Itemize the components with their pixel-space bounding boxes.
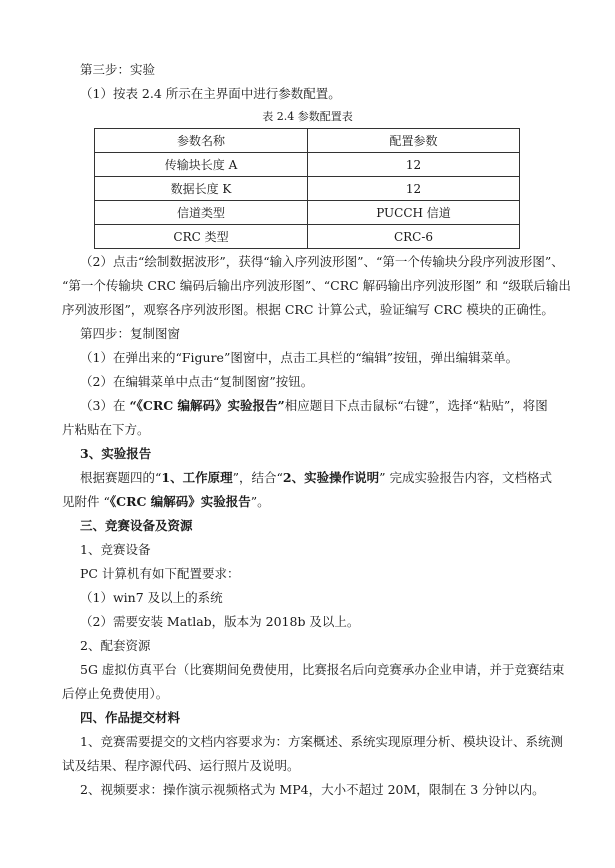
table-cell: 信道类型 — [95, 201, 308, 225]
bold-ref: 2、实验操作说明 — [282, 470, 380, 485]
table-header-cell: 配置参数 — [308, 129, 520, 153]
part3-req2: （2）需要安装 Matlab，版本为 2018b 及以上。 — [80, 614, 360, 629]
step4-item3-line2: 片粘贴在下方。 — [62, 422, 150, 437]
report-title-bold: “《CRC 编解码》实验报告” — [129, 398, 285, 413]
para-text: 根据赛题四的“ — [80, 470, 162, 485]
part4-para1-line2: 试及结果、程序源代码、运行照片及说明。 — [62, 758, 300, 773]
section3-para-line2 — [62, 494, 270, 510]
bold-ref: 《CRC 编解码》实验报告 — [109, 494, 251, 509]
table-cell: CRC 类型 — [95, 225, 308, 249]
part4-para1-line1: 1、竞赛需要提交的文档内容要求为：方案概述、系统实现原理分析、模块设计、系统测 — [80, 734, 563, 749]
step4-item1: （1）在弹出来的“Figure”图窗中，点击工具栏的“编辑”按钮，弹出编辑菜单。 — [80, 350, 519, 365]
parameter-table — [94, 128, 520, 249]
part3-resource-line1: 5G 虚拟仿真平台（比赛期间免费使用，比赛报名后向竞赛承办企业申请，并于竞赛结束 — [80, 662, 565, 677]
part3-pc-requirements: PC 计算机有如下配置要求： — [80, 566, 240, 581]
section3-para-line1 — [80, 470, 552, 486]
step3-item1: （1）按表 2.4 所示在主界面中进行参数配置。 — [80, 86, 341, 101]
table-cell: 传输块长度 A — [95, 153, 308, 177]
table-cell: PUCCH 信道 — [308, 201, 520, 225]
part3-sub2: 2、配套资源 — [80, 638, 151, 653]
para-text: ”。 — [250, 494, 270, 509]
table-row — [95, 225, 520, 249]
table-header-row — [95, 129, 520, 153]
step3-heading: 第三步：实验 — [80, 62, 156, 77]
part3-resource-line2: 后停止免费使用）。 — [62, 686, 169, 701]
table-cell: CRC-6 — [308, 225, 520, 249]
step3-item2-line2: “第一个传输块 CRC 编码后输出序列波形图”、“CRC 解码输出序列波形图” 和 “级联后输出 — [62, 278, 571, 293]
table-cell: 12 — [308, 177, 520, 201]
part3-sub1: 1、竞赛设备 — [80, 542, 151, 557]
section3-heading: 3、实验报告 — [80, 446, 152, 461]
step3-item2-line3: 序列波形图”，观察各序列波形图。根据 CRC 计算公式，验证编写 CRC 模块的正确性。 — [62, 302, 554, 317]
part4-para2: 2、视频要求：操作演示视频格式为 MP4，大小不超过 20M，限制在 3 分钟以内。 — [80, 782, 545, 797]
part4-heading: 四、作品提交材料 — [80, 710, 181, 725]
table-row — [95, 201, 520, 225]
table-cell: 12 — [308, 153, 520, 177]
table-row — [95, 153, 520, 177]
table-cell: 数据长度 K — [95, 177, 308, 201]
table-caption: 表 2.4 参数配置表 — [262, 110, 353, 123]
table-header-cell: 参数名称 — [95, 129, 308, 153]
bold-ref: 1、工作原理 — [161, 470, 233, 485]
para-text: ” 完成实验报告内容，文档格式 — [379, 470, 552, 485]
step4-item2: （2）在编辑菜单中点击“复制图窗”按钮。 — [80, 374, 314, 389]
table-row — [95, 177, 520, 201]
part3-req1: （1）win7 及以上的系统 — [80, 590, 223, 605]
para-text: 见附件 “ — [62, 494, 110, 509]
step4-item3-text: 相应题目下点击鼠标“右键”，选择“粘贴”，将图 — [284, 398, 548, 413]
step4-item3 — [80, 398, 548, 414]
step3-item2-line1: （2）点击“绘制数据波形”，获得“输入序列波形图”、“第一个传输块分段序列波形图”、 — [80, 254, 564, 269]
part3-heading: 三、竞赛设备及资源 — [80, 518, 193, 533]
para-text: ”，结合“ — [232, 470, 283, 485]
step4-item3-text: （3）在 — [80, 398, 130, 413]
step4-heading: 第四步：复制图窗 — [80, 326, 181, 341]
